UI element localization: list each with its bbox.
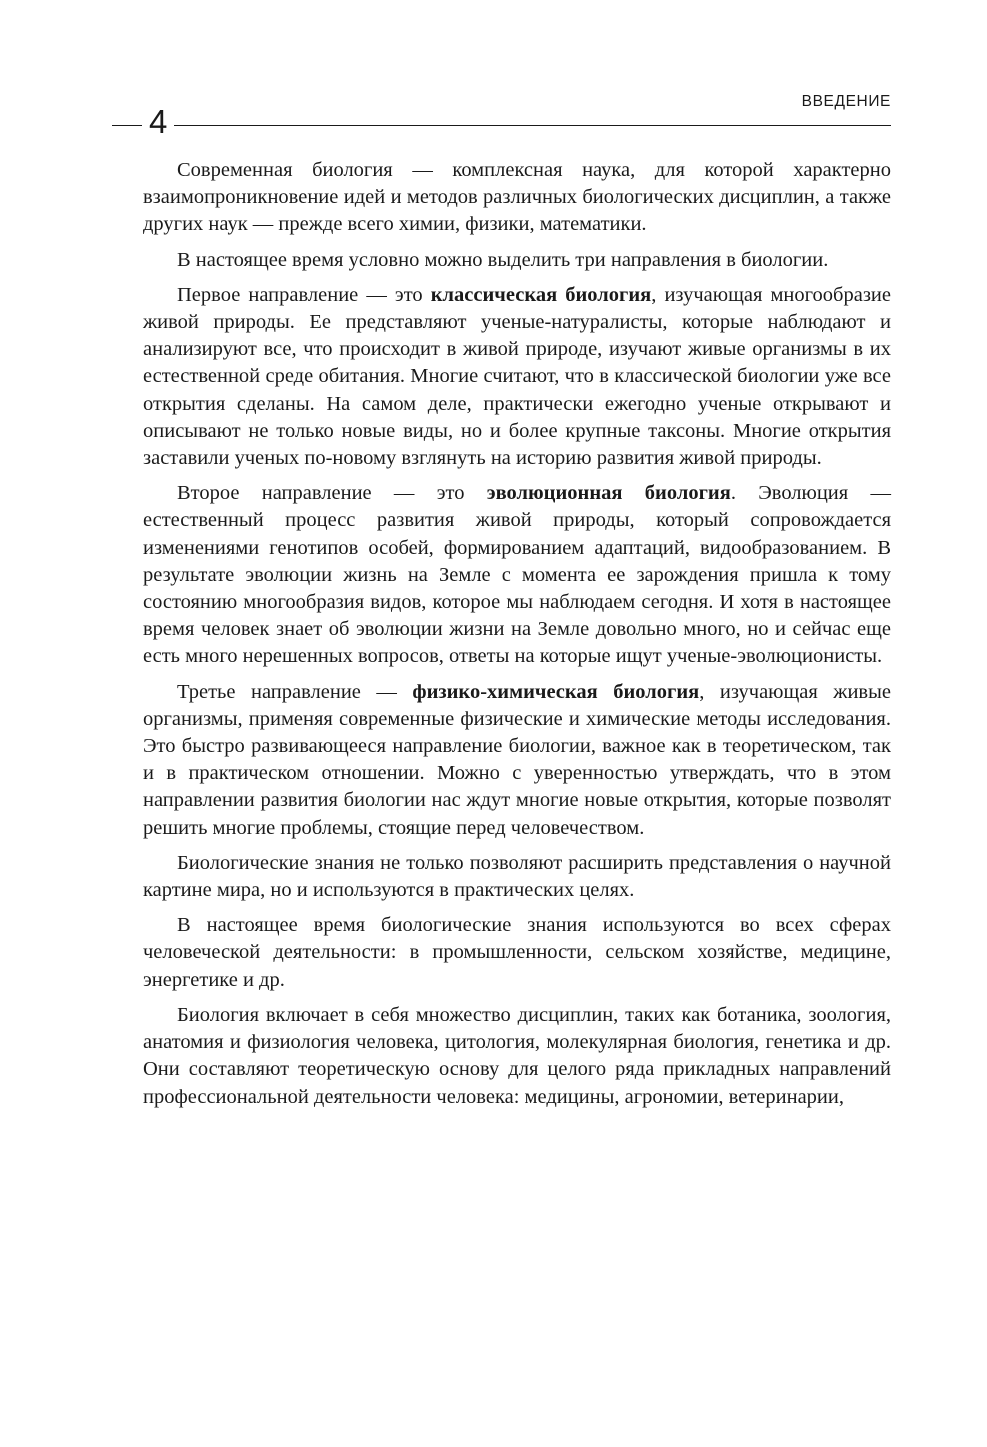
paragraph-text: Второе направление — это	[177, 482, 487, 505]
paragraph-text: , изучающая многообразие живой природы. Ее представляют ученые-натуралисты, которые наблюдают и анализируют все, что происходит в живой природе, изучают живые организмы в их естественной среде обитания. Многие считают, что в классической биологии уже все открытия сделаны. На самом деле, практически ежегодно ученые открывают и описывают не только новые виды, но и более крупные таксоны. Многие открытия заставили ученых по-новому взглянуть на историю развития живой природы.	[143, 283, 891, 470]
paragraph-evolutionary-biology	[143, 480, 891, 670]
paragraph-classical-biology	[143, 282, 891, 472]
key-term-classical-biology: классическая биология	[430, 283, 652, 306]
paragraph-practical-use: Биологические знания не только позволяют расширить представления о научной картине мира, но и используются в практических целях.	[143, 851, 891, 902]
key-term-physicochemical-biology: физико-химическая биология	[412, 680, 700, 703]
key-term-evolutionary-biology: эволюционная биология	[486, 482, 731, 505]
paragraph-text: , изучающая живые организмы, применяя современные физические и химические методы исследования. Это быстро развивающееся направление биологии, важное как в теоретическом, так и в практическом отношении. Можно с уверенностью утверждать, что в этом направлении развития биологии нас ждут многие новые открытия, которые позволят решить многие проблемы, стоящие перед человечеством.	[143, 680, 891, 839]
paragraph-disciplines: Биология включает в себя множество дисциплин, таких как ботаника, зоология, анатомия и физиология человека, цитология, молекулярная биология, генетика и др. Они составляют теоретическую основу для целого ряда прикладных направлений профессиональной деятельности человека: медицины, агрономии, ветеринарии,	[143, 1003, 891, 1108]
paragraph-intro: Современная биология — комплексная наука, для которой характерно взаимопроникновение идей и методов различных биологических дисциплин, а также других наук — прежде всего химии, физики, математики.	[143, 159, 891, 236]
page-header	[0, 0, 987, 140]
paragraph-text: Первое направление — это	[177, 283, 431, 306]
header-rule	[112, 125, 891, 126]
body-text	[143, 157, 891, 1119]
paragraph-physicochemical-biology	[143, 679, 891, 842]
paragraph-directions: В настоящее время условно можно выделить три направления в биологии.	[177, 248, 829, 271]
paragraph-text: Третье направление —	[177, 680, 413, 703]
paragraph-spheres: В настоящее время биологические знания используются во всех сферах человеческой деятельности: в промышленности, сельском хозяйстве, медицине, энергетике и др.	[143, 914, 891, 991]
paragraph-text: . Эволюция — естественный процесс развития живой природы, который сопровождается изменениями генотипов особей, формированием адаптаций, видообразованием. В результате эволюции жизнь на Земле с момента ее зарождения пришла к тому состоянию многообразия видов, которое мы наблюдаем сегодня. И хотя в настоящее время человек знает об эволюции жизни на Земле довольно много, но и сейчас еще есть много нерешенных вопросов, ответы на которые ищут ученые-эволюционисты.	[143, 482, 891, 668]
page-number: 4	[142, 99, 174, 145]
running-title: ВВЕДЕНИЕ	[801, 93, 891, 110]
